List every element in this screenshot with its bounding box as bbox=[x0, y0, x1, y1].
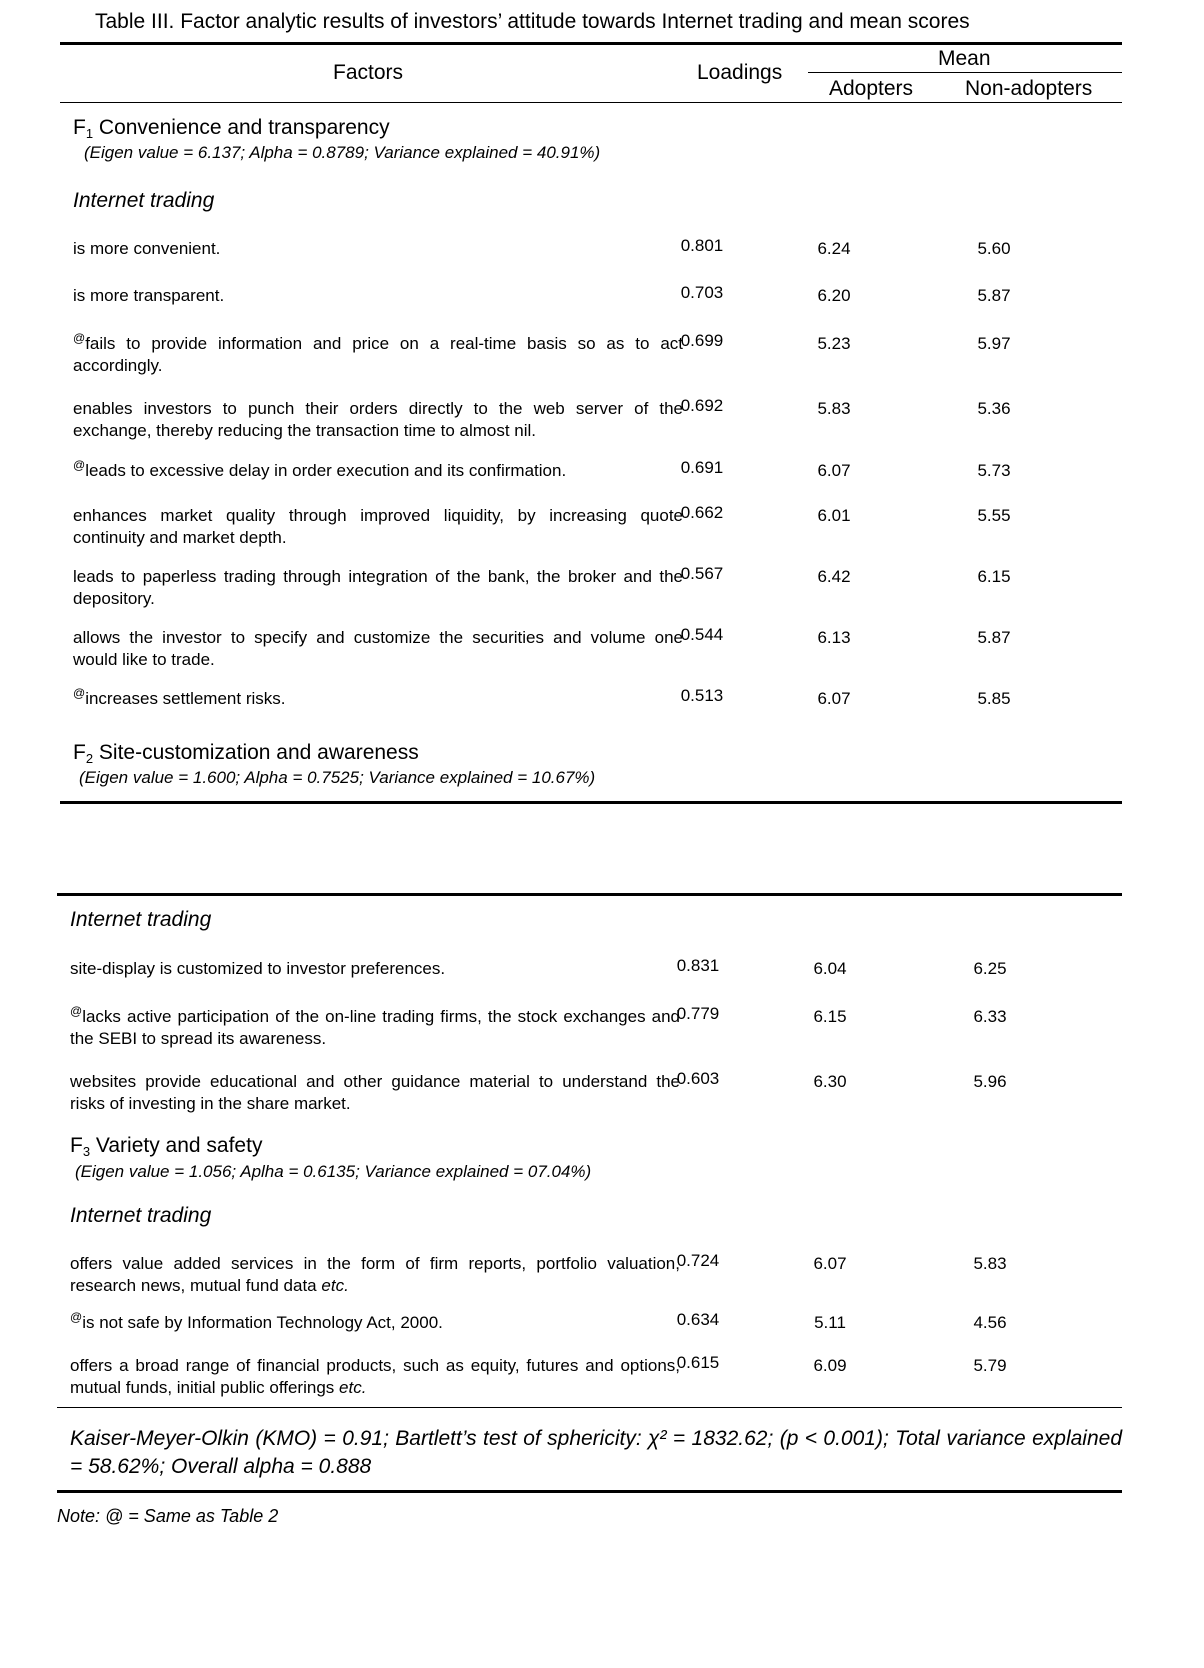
table-note: Note: @ = Same as Table 2 bbox=[57, 1506, 279, 1526]
cell-adopters: 6.42 bbox=[817, 567, 851, 586]
cell-non-adopters: 5.55 bbox=[977, 506, 1011, 525]
cell-adopters: 6.07 bbox=[813, 1254, 847, 1273]
item-text bbox=[70, 958, 680, 980]
item-etc: etc. bbox=[339, 1378, 367, 1397]
cell-loading: 0.699 bbox=[680, 331, 724, 350]
cell-adopters: 5.83 bbox=[817, 399, 851, 418]
item-statement: offers a broad range of financial products, such as equity, futures and options, mutual funds, initial public offerings bbox=[70, 1356, 680, 1397]
item-etc: etc. bbox=[321, 1276, 349, 1295]
item-text bbox=[73, 398, 683, 442]
cell-adopters: 6.20 bbox=[817, 286, 851, 305]
cell-loading: 0.615 bbox=[676, 1353, 720, 1372]
cell-loading: 0.779 bbox=[676, 1004, 720, 1023]
cell-loading: 0.801 bbox=[680, 236, 724, 255]
cell-loading: 0.703 bbox=[680, 283, 724, 302]
item-text bbox=[73, 505, 683, 549]
cell-adopters: 6.07 bbox=[817, 461, 851, 480]
cell-non-adopters: 5.83 bbox=[973, 1254, 1007, 1273]
item-statement: leads to excessive delay in order execution and its confirmation. bbox=[85, 461, 567, 480]
cell-loading: 0.544 bbox=[680, 625, 724, 644]
same-as-marker: @ bbox=[70, 1310, 83, 1324]
cell-non-adopters: 5.97 bbox=[977, 334, 1011, 353]
item-statement: offers value added services in the form of firm reports, portfolio valuation, research news, mutual fund data bbox=[70, 1254, 680, 1295]
cell-non-adopters: 4.56 bbox=[973, 1313, 1007, 1332]
mean-rule bbox=[808, 72, 1122, 73]
cell-adopters: 6.01 bbox=[817, 506, 851, 525]
cell-adopters: 5.23 bbox=[817, 334, 851, 353]
header-adopters: Adopters bbox=[829, 77, 914, 100]
same-as-marker: @ bbox=[73, 458, 86, 472]
cell-loading: 0.831 bbox=[676, 956, 720, 975]
cell-loading: 0.691 bbox=[680, 458, 724, 477]
cell-loading: 0.567 bbox=[680, 564, 724, 583]
item-statement: increases settlement risks. bbox=[85, 689, 286, 708]
header-factors: Factors bbox=[333, 61, 404, 84]
factor-f1-title: $F_1$ Convenience and transparency bbox=[73, 116, 390, 141]
item-text bbox=[73, 238, 683, 260]
item-text bbox=[73, 285, 683, 307]
bottom-rule bbox=[57, 1490, 1122, 1493]
cell-adopters: 6.07 bbox=[817, 689, 851, 708]
same-as-marker: @ bbox=[70, 1004, 83, 1018]
cell-non-adopters: 5.96 bbox=[973, 1072, 1007, 1091]
item-text bbox=[70, 1355, 680, 1399]
cell-non-adopters: 5.87 bbox=[977, 628, 1011, 647]
factor-f2-stats: (Eigen value = 1.600; Alpha = 0.7525; Variance explained = 10.67%) bbox=[79, 768, 596, 787]
item-statement: is more transparent. bbox=[73, 286, 225, 305]
header-non-adopters: Non-adopters bbox=[965, 77, 1093, 100]
cell-non-adopters: 6.25 bbox=[973, 959, 1007, 978]
table-title: Table III. Factor analytic results of investors’ attitude towards Internet trading and mean scores bbox=[95, 10, 970, 33]
page-break-rule bbox=[60, 801, 1122, 804]
cell-non-adopters: 5.73 bbox=[977, 461, 1011, 480]
cell-adopters: 6.09 bbox=[813, 1356, 847, 1375]
cell-adopters: 6.04 bbox=[813, 959, 847, 978]
cell-adopters: 6.30 bbox=[813, 1072, 847, 1091]
section-subhead: Internet trading bbox=[73, 189, 215, 212]
cell-loading: 0.634 bbox=[676, 1310, 720, 1329]
cell-loading: 0.513 bbox=[680, 686, 724, 705]
section-subhead: Internet trading bbox=[70, 908, 212, 931]
factor-f3-title: $F_3$ Variety and safety bbox=[70, 1134, 263, 1159]
item-text bbox=[73, 566, 683, 610]
cell-loading: 0.692 bbox=[680, 396, 724, 415]
kmo-summary: Kaiser-Meyer-Olkin (KMO) = 0.91; Bartlett’s test of sphericity: χ² = 1832.62; (p < 0.001); Total variance explained = 58.62%; Overall alpha = 0.888 bbox=[70, 1427, 1122, 1478]
continuation-rule bbox=[57, 893, 1122, 896]
item-text bbox=[73, 460, 683, 482]
cell-loading: 0.603 bbox=[676, 1069, 720, 1088]
item-text bbox=[70, 1312, 680, 1334]
item-text bbox=[73, 627, 683, 671]
factor-f2-title: $F_2$ Site-customization and awareness bbox=[73, 741, 419, 766]
item-text bbox=[73, 333, 683, 377]
same-as-marker: @ bbox=[73, 686, 86, 700]
item-statement: is not safe by Information Technology Act, 2000. bbox=[82, 1313, 443, 1332]
item-statement: leads to paperless trading through integration of the bank, the broker and the depository. bbox=[73, 567, 683, 608]
item-statement: allows the investor to specify and customize the securities and volume one would like to trade. bbox=[73, 628, 683, 669]
same-as-marker: @ bbox=[73, 331, 86, 345]
section-subhead: Internet trading bbox=[70, 1204, 212, 1227]
cell-loading: 0.662 bbox=[680, 503, 724, 522]
cell-non-adopters: 6.15 bbox=[977, 567, 1011, 586]
header-loadings: Loadings bbox=[697, 61, 783, 84]
item-text bbox=[70, 1006, 680, 1050]
cell-adopters: 6.15 bbox=[813, 1007, 847, 1026]
factor-f1-stats: (Eigen value = 6.137; Alpha = 0.8789; Variance explained = 40.91%) bbox=[84, 143, 601, 162]
cell-non-adopters: 5.60 bbox=[977, 239, 1011, 258]
item-text bbox=[70, 1071, 680, 1115]
cell-non-adopters: 5.85 bbox=[977, 689, 1011, 708]
footer-rule bbox=[57, 1407, 1122, 1408]
item-statement: is more convenient. bbox=[73, 239, 221, 258]
cell-adopters: 6.13 bbox=[817, 628, 851, 647]
cell-non-adopters: 5.87 bbox=[977, 286, 1011, 305]
cell-loading: 0.724 bbox=[676, 1251, 720, 1270]
header-rule bbox=[60, 102, 1122, 103]
cell-adopters: 5.11 bbox=[814, 1313, 846, 1332]
item-text bbox=[70, 1253, 680, 1297]
item-text bbox=[73, 688, 683, 710]
header-mean: Mean bbox=[938, 47, 991, 70]
cell-non-adopters: 6.33 bbox=[973, 1007, 1007, 1026]
item-statement: enables investors to punch their orders directly to the web server of the exchange, thereby reducing the transaction time to almost nil. bbox=[73, 399, 683, 440]
item-statement: lacks active participation of the on-line trading firms, the stock exchanges and the SEBI to spread its awareness. bbox=[70, 1007, 680, 1048]
item-statement: fails to provide information and price on a real-time basis so as to act accordingly. bbox=[73, 334, 683, 375]
cell-adopters: 6.24 bbox=[817, 239, 851, 258]
factor-f3-stats: (Eigen value = 1.056; Aplha = 0.6135; Variance explained = 07.04%) bbox=[75, 1162, 592, 1181]
item-statement: enhances market quality through improved liquidity, by increasing quote continuity and market depth. bbox=[73, 506, 683, 547]
cell-non-adopters: 5.36 bbox=[977, 399, 1011, 418]
item-statement: websites provide educational and other guidance material to understand the risks of investing in the share market. bbox=[70, 1072, 680, 1113]
cell-non-adopters: 5.79 bbox=[973, 1356, 1007, 1375]
top-rule bbox=[60, 42, 1122, 45]
item-statement: site-display is customized to investor preferences. bbox=[70, 959, 446, 978]
